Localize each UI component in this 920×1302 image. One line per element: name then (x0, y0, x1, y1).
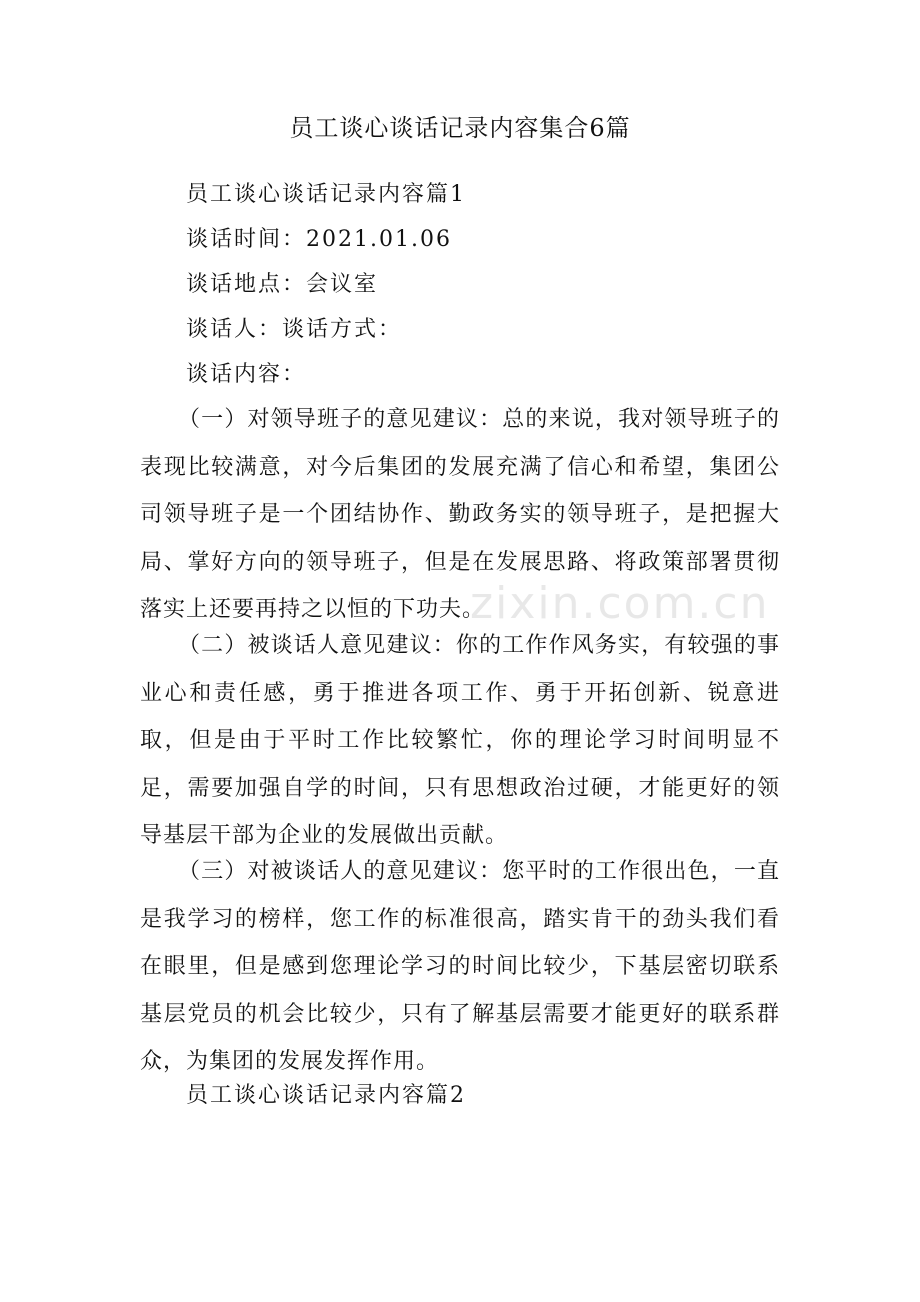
interview-person-method: 谈话人：谈话方式： (186, 317, 403, 342)
paragraph-2: （二）被谈话人意见建议：你的工作作风务实，有较强的事业心和责任感，勇于推进各项工作、勇于开拓创新、锐意进取，但是由于平时工作比较繁忙，你的理论学习时间明显不足，需要加强自学的时间，只有思想政治过硬，才能更好的领导基层干部为企业的发展做出贡献。 (140, 633, 780, 848)
section-heading-1: 员工谈心谈话记录内容篇1 (186, 182, 466, 207)
watermark: zixin.com.cn (470, 578, 770, 629)
section-heading-2: 员工谈心谈话记录内容篇2 (186, 1083, 466, 1108)
paragraph-1: （一）对领导班子的意见建议：总的来说，我对领导班子的表现比较满意，对今后集团的发展充满了信心和希望，集团公司领导班子是一个团结协作、勤政务实的领导班子，是把握大局、掌好方向的领导班子，但是在发展思路、将政策部署贯彻落实上还要再持之以恒的下功夫。 (140, 407, 780, 622)
document-title: 员工谈心谈话记录内容集合6篇 (289, 114, 631, 142)
paragraph-3: （三）对被谈话人的意见建议：您平时的工作很出色，一直是我学习的榜样，您工作的标准很高，踏实肯干的劲头我们看在眼里，但是感到您理论学习的时间比较少，下基层密切联系基层党员的机会比较少，只有了解基层需要才能更好的联系群众，为集团的发展发挥作用。 (140, 859, 780, 1074)
interview-place: 谈话地点：会议室 (186, 272, 379, 297)
interview-time: 谈话时间：2021.01.06 (186, 227, 452, 252)
interview-content-label: 谈话内容： (186, 362, 307, 387)
